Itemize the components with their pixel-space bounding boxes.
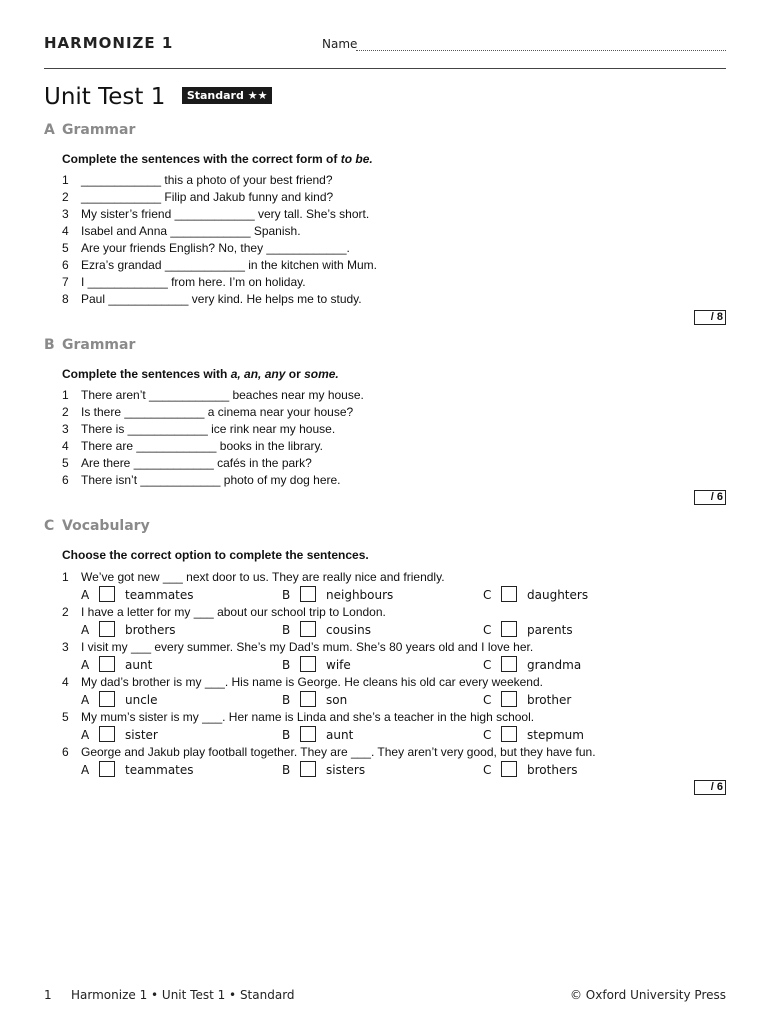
question [62, 673, 726, 708]
option-b[interactable] [282, 586, 393, 603]
option-letter: C [483, 728, 492, 742]
option-row [62, 656, 726, 673]
section-heading [44, 337, 726, 355]
option-label: brothers [527, 763, 578, 777]
option-label: aunt [125, 658, 153, 672]
question [62, 603, 726, 638]
checkbox[interactable] [99, 691, 115, 707]
question [62, 568, 726, 603]
option-a[interactable] [81, 656, 152, 673]
checkbox[interactable] [300, 691, 316, 707]
option-a[interactable] [81, 726, 158, 743]
option-label: teammates [125, 763, 194, 777]
footer-title: Harmonize 1 • Unit Test 1 • Standard [71, 988, 295, 1002]
list-item [62, 240, 726, 257]
question-number: 4 [62, 675, 69, 689]
level-label: Standard [186, 88, 244, 102]
checkbox[interactable] [501, 586, 517, 602]
checkbox[interactable] [99, 586, 115, 602]
option-letter: B [282, 763, 291, 777]
list-item [62, 291, 726, 308]
question [62, 638, 726, 673]
option-label: parents [527, 623, 573, 637]
option-letter: C [483, 763, 492, 777]
list-item [62, 455, 726, 472]
option-b[interactable] [282, 761, 365, 778]
level-badge [182, 87, 273, 104]
list-item [62, 274, 726, 291]
option-label: brothers [125, 623, 176, 637]
section-letter: C [44, 518, 55, 534]
item-number: 5 [62, 456, 69, 470]
item-number: 3 [62, 207, 69, 221]
copyright: © Oxford University Press [569, 988, 726, 1002]
page-footer [44, 988, 726, 1004]
option-letter: A [81, 693, 90, 707]
list-item [62, 257, 726, 274]
score-box: / 8 [694, 310, 726, 325]
checkbox[interactable] [99, 761, 115, 777]
item-number: 1 [62, 173, 69, 187]
question-text-row [62, 673, 726, 691]
option-letter: C [483, 588, 492, 602]
section-title: Vocabulary [62, 518, 150, 534]
item-text: There isn’t ____________ photo of my dog here. [81, 473, 341, 487]
section-title: Grammar [62, 122, 136, 138]
list-item [62, 189, 726, 206]
section-a [44, 122, 726, 327]
item-number: 4 [62, 224, 69, 238]
instruction-emphasis: to be. [340, 152, 373, 166]
list-item [62, 404, 726, 421]
option-label: teammates [125, 588, 194, 602]
option-label: sisters [326, 763, 366, 777]
question-text: My mum’s sister is my ___. Her name is Linda and she’s a teacher in the high school. [81, 710, 535, 724]
question-text-row [62, 743, 726, 761]
score-box: / 6 [694, 780, 726, 795]
option-letter: C [483, 693, 492, 707]
option-row [62, 691, 726, 708]
question-text: We’ve got new ___ next door to us. They are really nice and friendly. [81, 570, 445, 584]
question-number: 3 [62, 640, 69, 654]
option-letter: A [81, 728, 90, 742]
option-row [62, 761, 726, 778]
question-number: 1 [62, 570, 69, 584]
option-c[interactable] [483, 691, 571, 708]
item-text: There is ____________ ice rink near my house. [81, 422, 336, 436]
item-text: There aren’t ____________ beaches near my house. [81, 388, 364, 402]
option-label: neighbours [326, 588, 394, 602]
question-text-row [62, 708, 726, 726]
option-row [62, 726, 726, 743]
option-letter: B [282, 658, 291, 672]
question [62, 743, 726, 778]
section-letter: B [44, 337, 55, 353]
instruction [62, 152, 726, 168]
item-text: There are ____________ books in the library. [81, 439, 323, 453]
option-a[interactable] [81, 621, 176, 638]
option-letter: A [81, 763, 90, 777]
question-text-row [62, 603, 726, 621]
checkbox[interactable] [501, 656, 517, 672]
question-text: I visit my ___ every summer. She’s my Dad’s mum. She’s 80 years old and I love her. [81, 640, 534, 654]
section-heading [44, 122, 726, 140]
item-text: Is there ____________ a cinema near your house? [81, 405, 354, 419]
option-c[interactable] [483, 621, 573, 638]
option-letter: A [81, 658, 90, 672]
question-list [62, 568, 726, 778]
question-number: 5 [62, 710, 69, 724]
section-title: Grammar [62, 337, 136, 353]
page-title: Unit Test 1 [44, 84, 166, 110]
section-b [44, 337, 726, 507]
question-number: 2 [62, 605, 69, 619]
item-text: My sister’s friend ____________ very tall. She’s short. [81, 207, 370, 221]
item-number: 6 [62, 258, 69, 272]
item-text: I ____________ from here. I’m on holiday. [81, 275, 306, 289]
option-row [62, 586, 726, 603]
checkbox[interactable] [501, 726, 517, 742]
option-letter: A [81, 588, 90, 602]
question-number: 6 [62, 745, 69, 759]
checkbox[interactable] [99, 621, 115, 637]
option-label: son [326, 693, 348, 707]
question-text-row [62, 638, 726, 656]
question-text-row [62, 568, 726, 586]
option-letter: C [483, 658, 492, 672]
option-b[interactable] [282, 621, 371, 638]
option-b[interactable] [282, 691, 347, 708]
instruction-emphasis: a, an, any [230, 367, 286, 381]
option-letter: C [483, 623, 492, 637]
checkbox[interactable] [99, 656, 115, 672]
item-text: Isabel and Anna ____________ Spanish. [81, 224, 301, 238]
option-a[interactable] [81, 761, 194, 778]
item-list [62, 387, 726, 489]
option-letter: A [81, 623, 90, 637]
checkbox[interactable] [501, 761, 517, 777]
option-letter: B [282, 623, 291, 637]
list-item [62, 206, 726, 223]
option-label: grandma [527, 658, 582, 672]
checkbox[interactable] [501, 621, 517, 637]
score-box: / 6 [694, 490, 726, 505]
option-row [62, 621, 726, 638]
checkbox[interactable] [300, 621, 316, 637]
list-item [62, 421, 726, 438]
item-text: ____________ Filip and Jakub funny and kind? [81, 190, 334, 204]
option-c[interactable] [483, 586, 588, 603]
section-heading [44, 518, 726, 536]
option-c[interactable] [483, 761, 578, 778]
checkbox[interactable] [300, 726, 316, 742]
instruction [62, 367, 726, 383]
question [62, 708, 726, 743]
title-row [44, 84, 272, 114]
checkbox[interactable] [300, 656, 316, 672]
item-number: 2 [62, 405, 69, 419]
list-item [62, 472, 726, 489]
option-letter: B [282, 728, 291, 742]
option-label: sister [125, 728, 158, 742]
item-text: Ezra’s grandad ____________ in the kitchen with Mum. [81, 258, 377, 272]
option-a[interactable] [81, 691, 158, 708]
section-c [44, 518, 726, 798]
checkbox[interactable] [501, 691, 517, 707]
list-item [62, 223, 726, 240]
instruction-text: Complete the sentences with [62, 367, 231, 381]
option-label: uncle [125, 693, 158, 707]
item-number: 6 [62, 473, 69, 487]
instruction-text: Complete the sentences with the correct form of [62, 152, 341, 166]
item-text: ____________ this a photo of your best friend? [81, 173, 333, 187]
list-item [62, 387, 726, 404]
option-c[interactable] [483, 726, 584, 743]
option-label: daughters [527, 588, 589, 602]
list-item [62, 172, 726, 189]
page-number: 1 [44, 988, 52, 1002]
name-label: Name [322, 37, 358, 51]
item-number: 3 [62, 422, 69, 436]
item-text: Are your friends English? No, they ____________. [81, 241, 350, 255]
instruction: Choose the correct option to complete the sentences. [62, 548, 369, 562]
checkbox[interactable] [99, 726, 115, 742]
item-number: 1 [62, 388, 69, 402]
item-number: 2 [62, 190, 69, 204]
instruction-text: or [285, 367, 305, 381]
page-header [44, 30, 726, 70]
item-text: Are there ____________ cafés in the park? [81, 456, 312, 470]
section-letter: A [44, 122, 55, 138]
checkbox[interactable] [300, 761, 316, 777]
instruction-emphasis: some. [304, 367, 339, 381]
item-number: 7 [62, 275, 69, 289]
option-label: aunt [326, 728, 354, 742]
brand-logo: HARMONIZE 1 [44, 34, 174, 52]
list-item [62, 438, 726, 455]
option-b[interactable] [282, 726, 353, 743]
item-text: Paul ____________ very kind. He helps me to study. [81, 292, 362, 306]
checkbox[interactable] [300, 586, 316, 602]
option-c[interactable] [483, 656, 581, 673]
option-label: brother [527, 693, 572, 707]
option-b[interactable] [282, 656, 351, 673]
option-letter: B [282, 588, 291, 602]
option-letter: B [282, 693, 291, 707]
item-number: 8 [62, 292, 69, 306]
question-text: George and Jakub play football together. They are ___. They aren’t very good, but they have fun. [81, 745, 596, 759]
star-icon: ★★ [247, 88, 268, 102]
item-number: 5 [62, 241, 69, 255]
item-number: 4 [62, 439, 69, 453]
item-list [62, 172, 726, 308]
question-text: My dad’s brother is my ___. His name is George. He cleans his old car every weekend. [81, 675, 543, 689]
option-a[interactable] [81, 586, 194, 603]
option-label: cousins [326, 623, 371, 637]
question-text: I have a letter for my ___ about our school trip to London. [81, 605, 386, 619]
option-label: stepmum [527, 728, 584, 742]
header-divider [44, 68, 726, 69]
option-label: wife [326, 658, 351, 672]
name-field[interactable] [356, 50, 726, 51]
